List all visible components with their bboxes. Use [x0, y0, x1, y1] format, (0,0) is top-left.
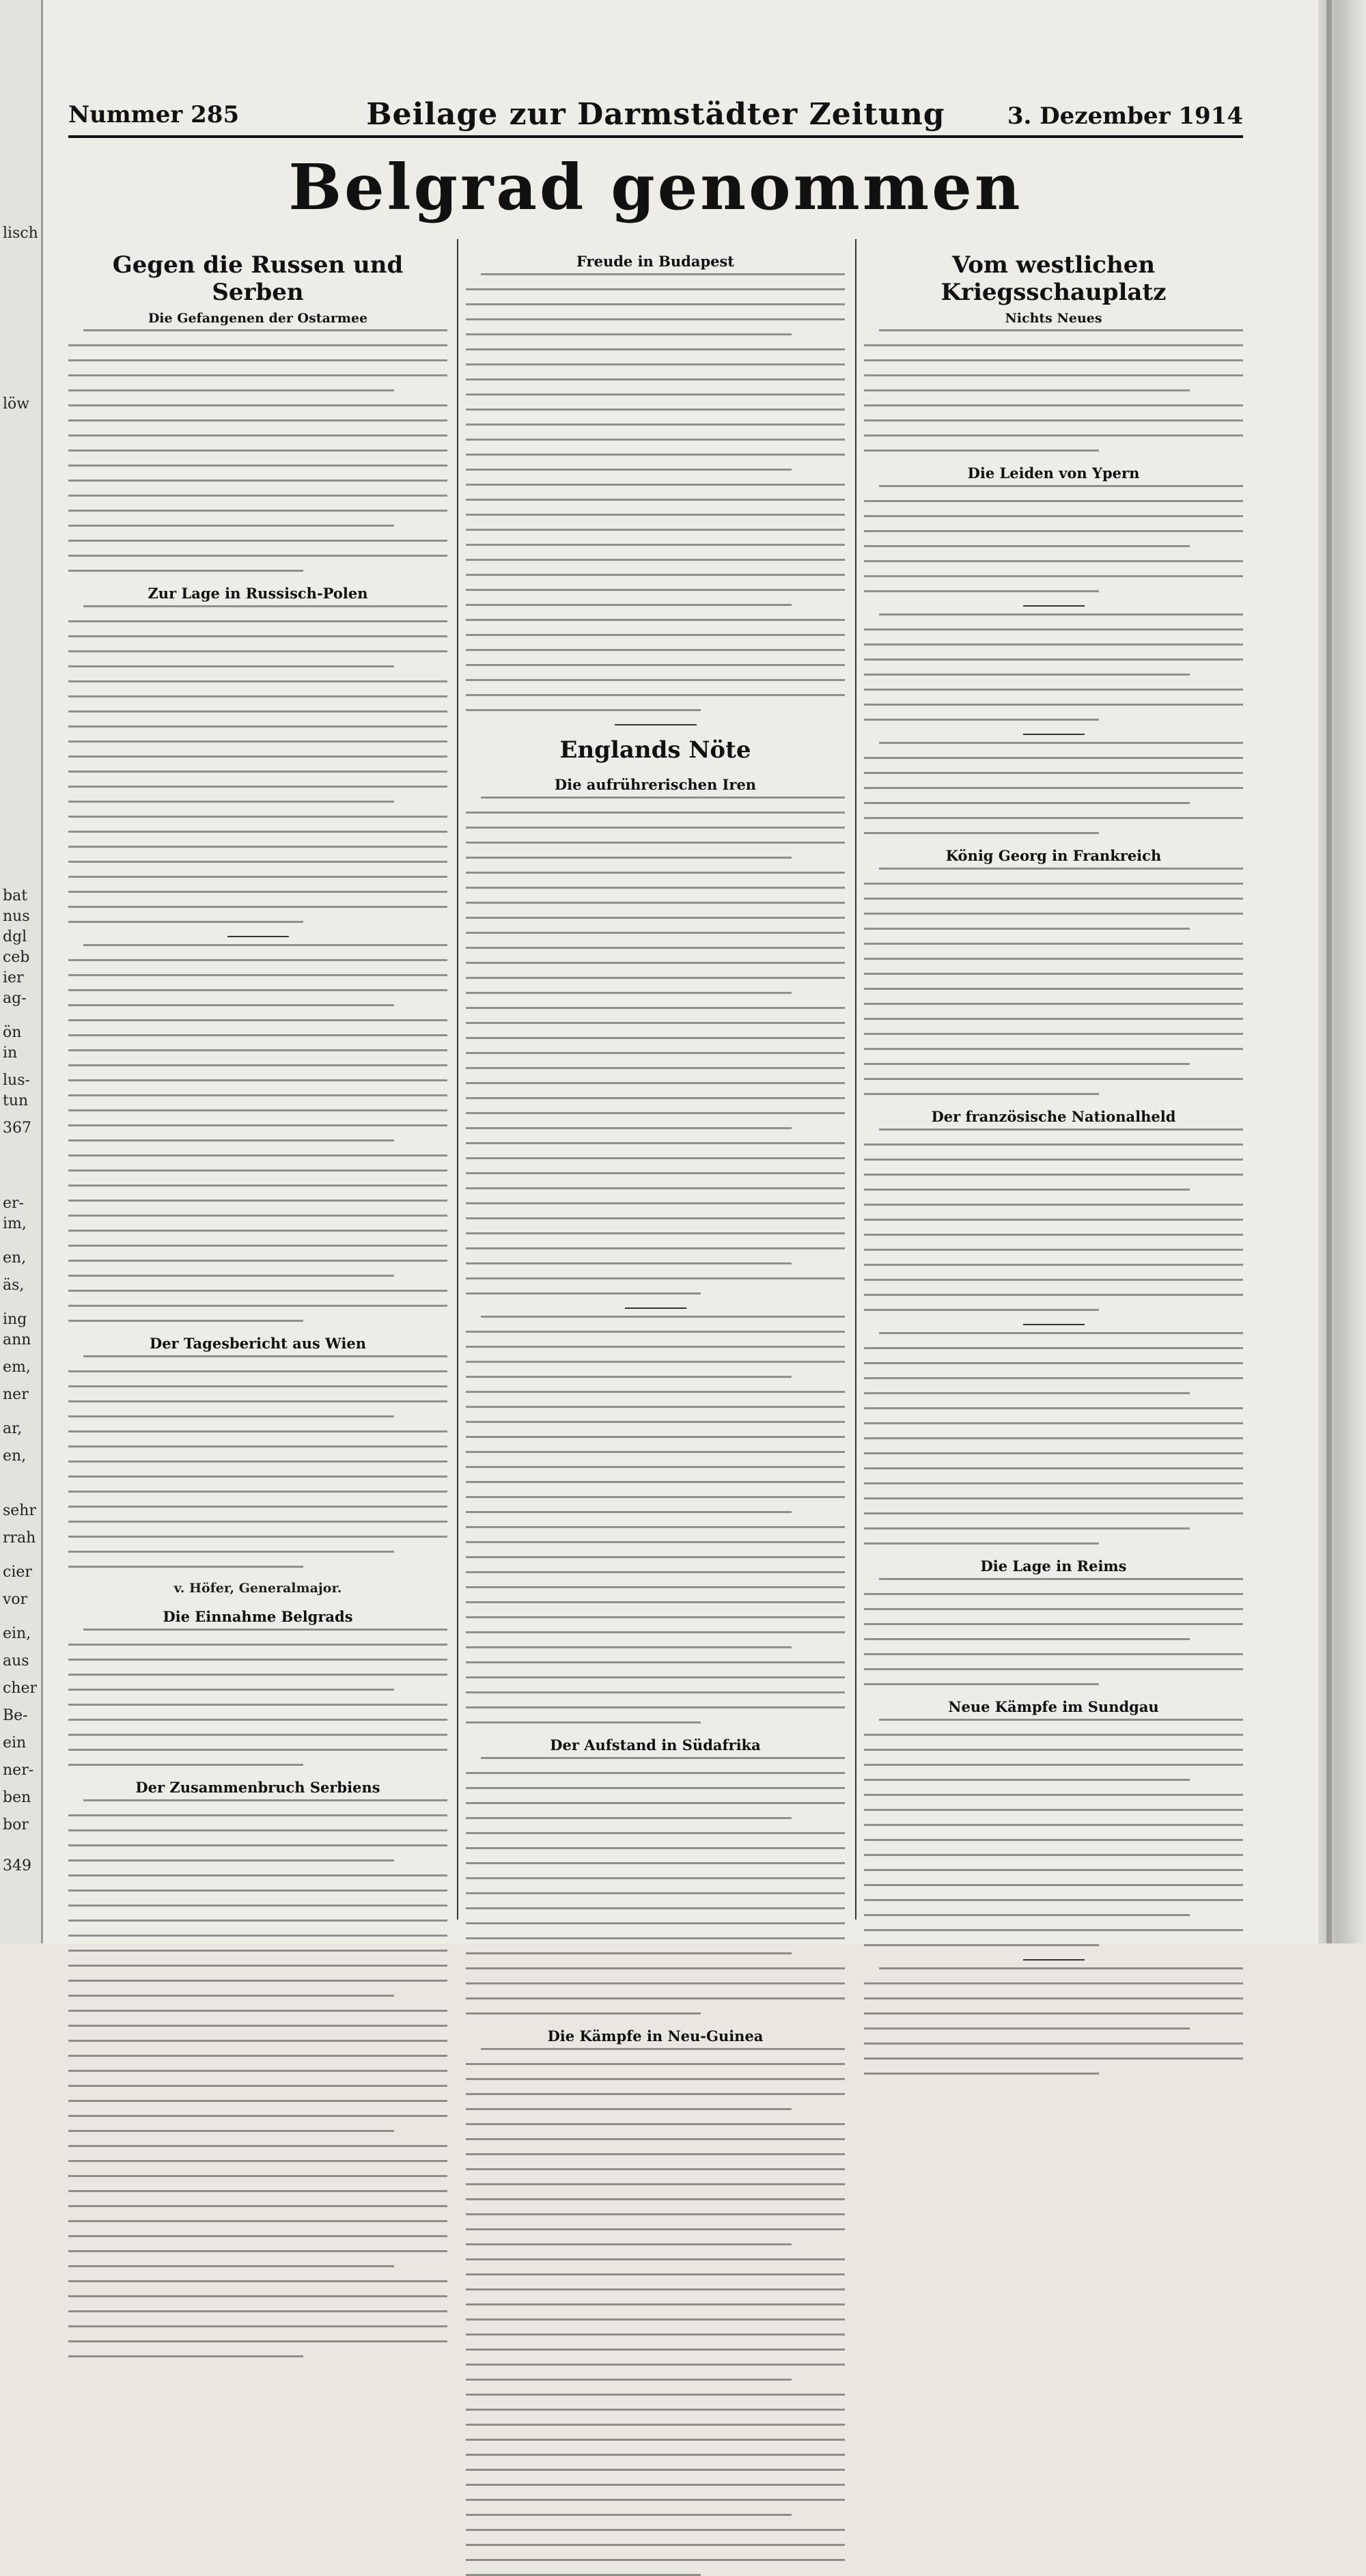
article: [68, 310, 447, 572]
divider: [1023, 1959, 1085, 1961]
margin-text-fragment: ein: [3, 1734, 27, 1751]
column-1: [68, 240, 447, 1917]
margin-text-fragment: ar,: [3, 1420, 23, 1437]
article-text: [864, 1332, 1243, 1545]
binding-edge: [1318, 0, 1366, 1943]
article: [864, 734, 1243, 834]
article-heading: Der französische Nationalheld: [931, 1108, 1176, 1125]
article: [466, 1736, 845, 2014]
article-heading: Neue Kämpfe im Sundgau: [948, 1698, 1159, 1715]
article-text: [68, 1355, 447, 1568]
article: [864, 1557, 1243, 1685]
article: [68, 1779, 447, 2357]
article: [68, 936, 447, 1322]
article-text: [68, 329, 447, 572]
article-text: [68, 1629, 447, 1766]
article: [864, 465, 1243, 592]
article-text: [68, 605, 447, 923]
article: [466, 2027, 845, 2576]
article-text: [466, 273, 845, 711]
article-heading: Der Tagesbericht aus Wien: [149, 1335, 367, 1352]
article-text: [466, 2048, 845, 2576]
article-text: [864, 868, 1243, 1095]
article-signature: v. Höfer, Generalmajor.: [173, 1581, 342, 1596]
article-text: [466, 1316, 845, 1723]
margin-text-fragment: in: [3, 1044, 18, 1062]
article-text: [864, 485, 1243, 592]
article: [864, 1959, 1243, 2075]
article: [68, 1608, 447, 1766]
margin-text-fragment: lus-: [3, 1072, 30, 1089]
article-heading: Die Einnahme Belgrads: [163, 1608, 353, 1625]
margin-text-fragment: ön: [3, 1024, 22, 1041]
margin-text-fragment: rrah: [3, 1529, 36, 1547]
section-title: Englands Nöte: [559, 736, 751, 764]
article-text: [466, 797, 845, 1294]
column-rule: [457, 239, 458, 1920]
margin-text-fragment: cher: [3, 1680, 38, 1697]
article: [864, 1108, 1243, 1311]
paper-title: Beilage zur Darmstädter Zeitung: [366, 97, 945, 132]
article: [864, 605, 1243, 721]
article-heading: Die aufrührerischen Iren: [554, 776, 757, 793]
issue-date: 3. Dezember 1914: [1007, 102, 1243, 130]
masthead: [68, 96, 1243, 138]
column-rule: [855, 239, 856, 1920]
margin-text-fragment: ben: [3, 1789, 31, 1806]
margin-text-fragment: ier: [3, 969, 24, 986]
margin-text-fragment: dgl: [3, 928, 27, 945]
article-text: [864, 613, 1243, 721]
article: [68, 1581, 447, 1596]
margin-text-fragment: Be-: [3, 1707, 28, 1724]
article-heading: König Georg in Frankreich: [945, 847, 1162, 864]
margin-text-fragment: ann: [3, 1331, 31, 1348]
margin-text-fragment: ceb: [3, 949, 30, 966]
article-heading: Der Zusammenbruch Serbiens: [135, 1779, 380, 1796]
margin-text-fragment: sehr: [3, 1502, 36, 1519]
article: [864, 1324, 1243, 1545]
margin-text-fragment: im,: [3, 1215, 27, 1232]
margin-text-fragment: nus: [3, 908, 30, 925]
divider: [1023, 734, 1085, 735]
divider: [227, 936, 289, 937]
margin-text-fragment: en,: [3, 1249, 27, 1266]
article: [68, 1335, 447, 1568]
margin-text-fragment: bor: [3, 1816, 29, 1833]
issue-number: Nummer 285: [68, 101, 240, 128]
column-2: [466, 240, 845, 2045]
margin-text-fragment: 367: [3, 1120, 31, 1137]
margin-text-fragment: 349: [3, 1857, 31, 1874]
divider: [1023, 605, 1085, 607]
article-heading: Die Kämpfe in Neu-Guinea: [547, 2027, 764, 2045]
margin-text-fragment: löw: [3, 396, 30, 413]
article-heading: Die Leiden von Ypern: [967, 465, 1140, 482]
article-text: [864, 1967, 1243, 2075]
margin-text-fragment: äs,: [3, 1277, 25, 1294]
newspaper-page: [68, 96, 1243, 2045]
divider: [615, 724, 697, 725]
article: [68, 585, 447, 923]
margin-text-fragment: em,: [3, 1359, 31, 1376]
article-text: [864, 1719, 1243, 1946]
margin-text-fragment: ag-: [3, 990, 27, 1007]
section-title: Gegen die Russen und Serben: [112, 251, 404, 306]
article-heading: Zur Lage in Russisch-Polen: [148, 585, 368, 602]
margin-text-fragment: cier: [3, 1564, 32, 1581]
article-heading: Nichts Neues: [1005, 311, 1102, 326]
article: [864, 1698, 1243, 1946]
margin-text-fragment: lisch: [3, 225, 38, 242]
article: [864, 310, 1243, 452]
article-text: [864, 1578, 1243, 1685]
column-3: [864, 240, 1243, 1917]
article-heading: Der Aufstand in Südafrika: [550, 1736, 761, 1754]
article: [466, 724, 845, 1294]
margin-text-fragment: tun: [3, 1092, 29, 1109]
margin-text-fragment: ner: [3, 1386, 29, 1403]
margin-text-fragment: ein,: [3, 1625, 31, 1642]
article-text: [864, 1128, 1243, 1311]
article: [466, 1307, 845, 1723]
margin-text-fragment: bat: [3, 887, 28, 904]
article-text: [68, 1799, 447, 2357]
article-heading: Die Gefangenen der Ostarmee: [148, 311, 368, 326]
section-title: Vom westlichen Kriegsschauplatz: [940, 251, 1167, 306]
margin-text-fragment: ing: [3, 1311, 27, 1328]
adjacent-page-edge: [0, 0, 43, 1943]
article-text: [68, 944, 447, 1322]
margin-text-fragment: aus: [3, 1652, 29, 1670]
article-text: [864, 329, 1243, 452]
article-text: [864, 742, 1243, 834]
main-headline: Belgrad genommen: [288, 150, 1023, 224]
divider: [625, 1307, 686, 1309]
margin-text-fragment: en,: [3, 1448, 27, 1465]
margin-text-fragment: vor: [3, 1591, 28, 1608]
article-heading: Freude in Budapest: [576, 253, 735, 270]
article-heading: Die Lage in Reims: [980, 1557, 1127, 1575]
article-text: [466, 1757, 845, 2014]
margin-text-fragment: er-: [3, 1195, 24, 1212]
article: [466, 253, 845, 711]
article: [864, 847, 1243, 1095]
margin-text-fragment: ner-: [3, 1762, 34, 1779]
divider: [1023, 1324, 1085, 1325]
